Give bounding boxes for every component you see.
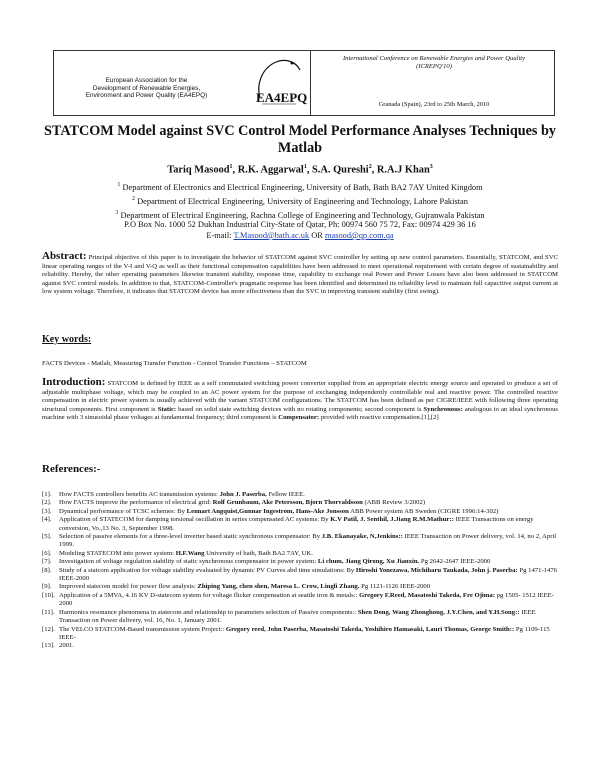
conference-acronym: (ICREPQ'10) [416, 63, 452, 70]
author-sup: 1 [303, 164, 307, 170]
reference-text: Application of STATECOM for damping torsional oscillation in series compensated AC systems: By [59, 516, 329, 524]
reference-authors: K.V Patil, J. Senthil, J.Jiang R.M.Mathur:: [330, 516, 454, 524]
reference-number: [3]. [42, 507, 52, 515]
reference-authors: J.B. Ekanayake, N,Jenkins:: [321, 533, 403, 541]
reference-source: pg 1505- 1512 IEEE-2000 [59, 591, 554, 608]
reference-authors: John J. Paserba, [219, 491, 267, 498]
reference-item [42, 609, 558, 626]
reference-source: Pg 1121-1126 IEEE-2000 [361, 583, 431, 591]
introduction-text: provided with reactive compensation.[1],[2] [320, 414, 439, 422]
reference-source: Pg 1471-1476 IEEE-2000 [59, 566, 558, 583]
reference-text: Selection of passive elements for a three-level inverter based static synchronous compensator: By [59, 533, 321, 541]
reference-list [42, 491, 558, 651]
author-list: Tariq Masood$^1$, R.K. Aggarwal$^1$, S.A. Qureshi$^2$, R.A.J Khan$^3$ [167, 164, 433, 176]
reference-source: IEEE Transaction on Power delivery, vol. 14, no 2, April 1999. [59, 533, 557, 549]
reference-item [42, 567, 558, 584]
reference-number: [5]. [42, 533, 52, 541]
affiliation-sup: 2 [132, 196, 136, 202]
reference-text: Investigation of voltage regulation stability of static synchronous compensator in power system: [59, 558, 317, 566]
reference-source: ABB Power system AB Sweden (CIGRE 1996:14-302) [350, 507, 499, 515]
reference-authors: Zhiping Yang, chen shen, Maresa L. Crow, Lingli Zhang. [197, 583, 360, 591]
conference-location: Granada (Spain), 23rd to 25th March, 2010 [378, 101, 490, 108]
author-name: R.K. Aggarwal [237, 164, 304, 176]
paper-title: STATCOM Model against SVC Control Model Performance Analyses Techniques by Matlab [44, 123, 556, 156]
reference-text: Improved statecom model for power flow analysis: [59, 583, 196, 591]
conference-header [53, 50, 555, 116]
affiliation [0, 194, 600, 207]
affiliation-sup: 3 [115, 210, 119, 216]
affiliation [0, 208, 600, 221]
author-sup: 1 [229, 164, 233, 170]
affiliation-sup: 1 [117, 182, 121, 188]
reference-source: University of bath, Bath BA2 7AY, UK. [206, 549, 313, 557]
reference-item [42, 558, 558, 566]
conference-title-line: International Conference on Renewable Energies and Power Quality [342, 55, 526, 62]
introduction-section [42, 378, 558, 423]
reference-item [42, 516, 558, 533]
reference-source: Pg 2642-2647 IEEE-2000 [420, 558, 491, 566]
reference-item [42, 499, 558, 507]
reference-source: IEEE Transaction on Power delivery, vol. 16, No. 1, January 2001. [59, 608, 536, 625]
reference-item [42, 583, 558, 591]
association-line: Environment and Power Quality (EA4EPQ) [85, 92, 208, 100]
reference-source: Pg 1109-115 IEEE- [59, 625, 550, 641]
reference-item [42, 550, 558, 558]
abstract-heading: Abstract: [42, 250, 87, 262]
reference-authors: H.F.Wang [175, 549, 205, 557]
association-line: Development of Renewable Energies, [92, 84, 201, 92]
keywords-text: FACTS Devices - Matlab, Measuring Transfer Function - Control Transfer Functions – STATCOM [42, 360, 307, 367]
author-name: R.A.J Khan [376, 164, 430, 176]
header-divider [310, 51, 311, 115]
static-label: Static: [157, 405, 177, 413]
reference-number: [9]. [42, 583, 52, 591]
introduction-text: STATCOM is defined by IEEE as a self commutated switching power converter supplied from an appropriate electric energy source and operated to produce a set of adjustable multiphase voltage, which may be coupled to an AC power system for the purpose of exchanging independently controllable real and reactive power. The controlled reactive compensation in electric power system is usually achieved with the variant STATCOM configurations. The STATCOM has been defined as per CIGRE/IEEE with following three operating structural components. First component is [42, 380, 558, 413]
reference-number: [6]. [42, 549, 52, 557]
reference-text: Harmonics resonance phenomena in statecom and relationship to parameters selection of Passive components:: [59, 608, 357, 616]
affiliation-text: Department of Electrical Engineering, Rachna College of Engineering and Technology, Gujranwala Pakistan [120, 210, 485, 220]
reference-number: [13]. [42, 642, 55, 650]
association-line: European Association for the [105, 77, 188, 84]
affiliation [0, 180, 600, 193]
reference-item [42, 592, 558, 609]
author-sup: 2 [368, 164, 372, 170]
reference-authors: Rolf Grunbaum, Ake Petersson, Bjorn Thorvaldsson [212, 499, 363, 507]
reference-authors: Shen Dong, Wang Zhonghong, J.Y.Chen, and Y.H.Song:: [357, 608, 520, 616]
references-heading: References:- [42, 463, 101, 475]
reference-text: 2001. [59, 642, 75, 650]
reference-authors: Hiroshi Yonezawa, Michiharu Taukada, John j. Paserba: [355, 566, 518, 574]
author-name: S.A. Qureshi [312, 164, 369, 176]
association-name [54, 77, 239, 100]
reference-text: The VELCO STATCOM-Based transmission system Project:: [59, 625, 225, 633]
keywords-heading: Key words: [42, 334, 92, 345]
references-heading-block [42, 465, 558, 476]
reference-authors: Li chum, Jiang Qirong, Xu Jianxin. [317, 558, 420, 566]
reference-number: [2]. [42, 499, 52, 507]
email-line [0, 231, 600, 241]
reference-authors: Lennart Angquist,Gunnar Ingestrom, Hans-Ake Jonsson [186, 507, 349, 515]
introduction-text: based on solid state switching devices with no rotating components; second component is [178, 405, 422, 413]
reference-number: [8]. [42, 566, 52, 574]
introduction-heading: Introduction: [42, 376, 106, 388]
reference-source: (ABB Review 3/2002) [364, 499, 426, 507]
reference-item [42, 642, 558, 650]
reference-text: How FACTS controllers benefits AC transmission systems: [59, 491, 218, 498]
reference-number: [7]. [42, 558, 52, 566]
reference-item [42, 533, 558, 550]
conference-title [316, 55, 552, 71]
reference-source: Fellow IEEE. [268, 491, 305, 498]
reference-number: [10]. [42, 591, 55, 599]
reference-number: [12]. [42, 625, 55, 633]
reference-text: Modeling STATECOM into power system: [59, 549, 175, 557]
email-or: OR [311, 231, 323, 240]
reference-item [42, 491, 558, 499]
email-link[interactable]: masood@qp.com.qa [324, 231, 394, 240]
reference-authors: Gregory reed, John Paserba, Masatoshi Takeda, Yoshihiro Hamasaki, Lauri Thomas, George Smith:: [225, 625, 515, 633]
compensator-label: Compensator: [278, 414, 320, 422]
keywords-heading-block [42, 336, 558, 346]
introduction-text: analogous to an ideal synchronous machine with 3 sinusoidal phase voltages at fundamental frequency; third component is [42, 405, 559, 422]
affiliation-text: Department of Electronics and Electrical Engineering, University of Bath, Bath BA2 7AY United Kingdom [122, 182, 483, 192]
reference-item [42, 508, 558, 516]
affiliation-text: Department of Electrical Engineering, University of Engineering and Technology, Lahore Pakistan [137, 196, 468, 206]
synchronous-label: Synchronous: [423, 405, 463, 413]
reference-text: Dynamical performance of TCSC schemes: By [59, 507, 185, 515]
reference-authors: Gregory F.Reed, Masatoshi Takeda, Fre Ojima: [359, 591, 495, 599]
reference-text: Study of a statcom application for voltage stability evaluated by dynamic PV Curves abd time simulations: By [59, 566, 355, 574]
author-name: Tariq Masood [167, 164, 230, 176]
abstract-text: Principal objective of this paper is to investigate the behavior of STATCOM against SVC controller by setting up new control parameters. Essentially, STATCOM, and SVC linear operating ranges of the V-I and V-Q as well as their functional compensation capabilities have been addressed to meet operational requirement with certain degree of sustainability and reliability. Hereby, the other operating parameters likewise transient stability, response time, capability to exchange real Power and Power Losses have also been addressed in STATCOM against SVC control models. In addition to that, STATCOM-Controller's pragmatic response has been identified and determined its reliability level to maintain full capacitive output current at low system voltage. Therefore, it indicates that STATCOM device has more effectiveness than the SVC in improving transient stability (first swing). [42, 254, 558, 296]
logo-letters: EA4EPQ [256, 90, 308, 105]
reference-text: Application of a 5MVA, 4.16 KV D-statecom system for voltage flicker compensation at seattle iron & metals:: [59, 591, 358, 599]
reference-source: IEEE Transactions on energy conversion, Vo.,13 No. 3, September 1998. [59, 516, 534, 532]
email-label: E-mail: [206, 231, 232, 240]
reference-number: [1]. [42, 491, 52, 498]
reference-number: [4]. [42, 516, 52, 524]
abstract-section [42, 252, 558, 297]
ea4epq-logo [252, 54, 308, 112]
reference-item [42, 626, 558, 643]
author-sup: 3 [429, 164, 433, 170]
reference-number: [11]. [42, 608, 55, 616]
reference-text: How FACTS improve the performance of electrical grid: [59, 499, 211, 507]
postal-address: P.O Box No. 1000 52 Dukhan Industrial City-State of Qatar, Ph: 00974 560 75 72, Fax: 00974 429 36 16 [124, 220, 476, 229]
email-link[interactable]: T.Masood@bath.ac.uk [233, 231, 310, 240]
